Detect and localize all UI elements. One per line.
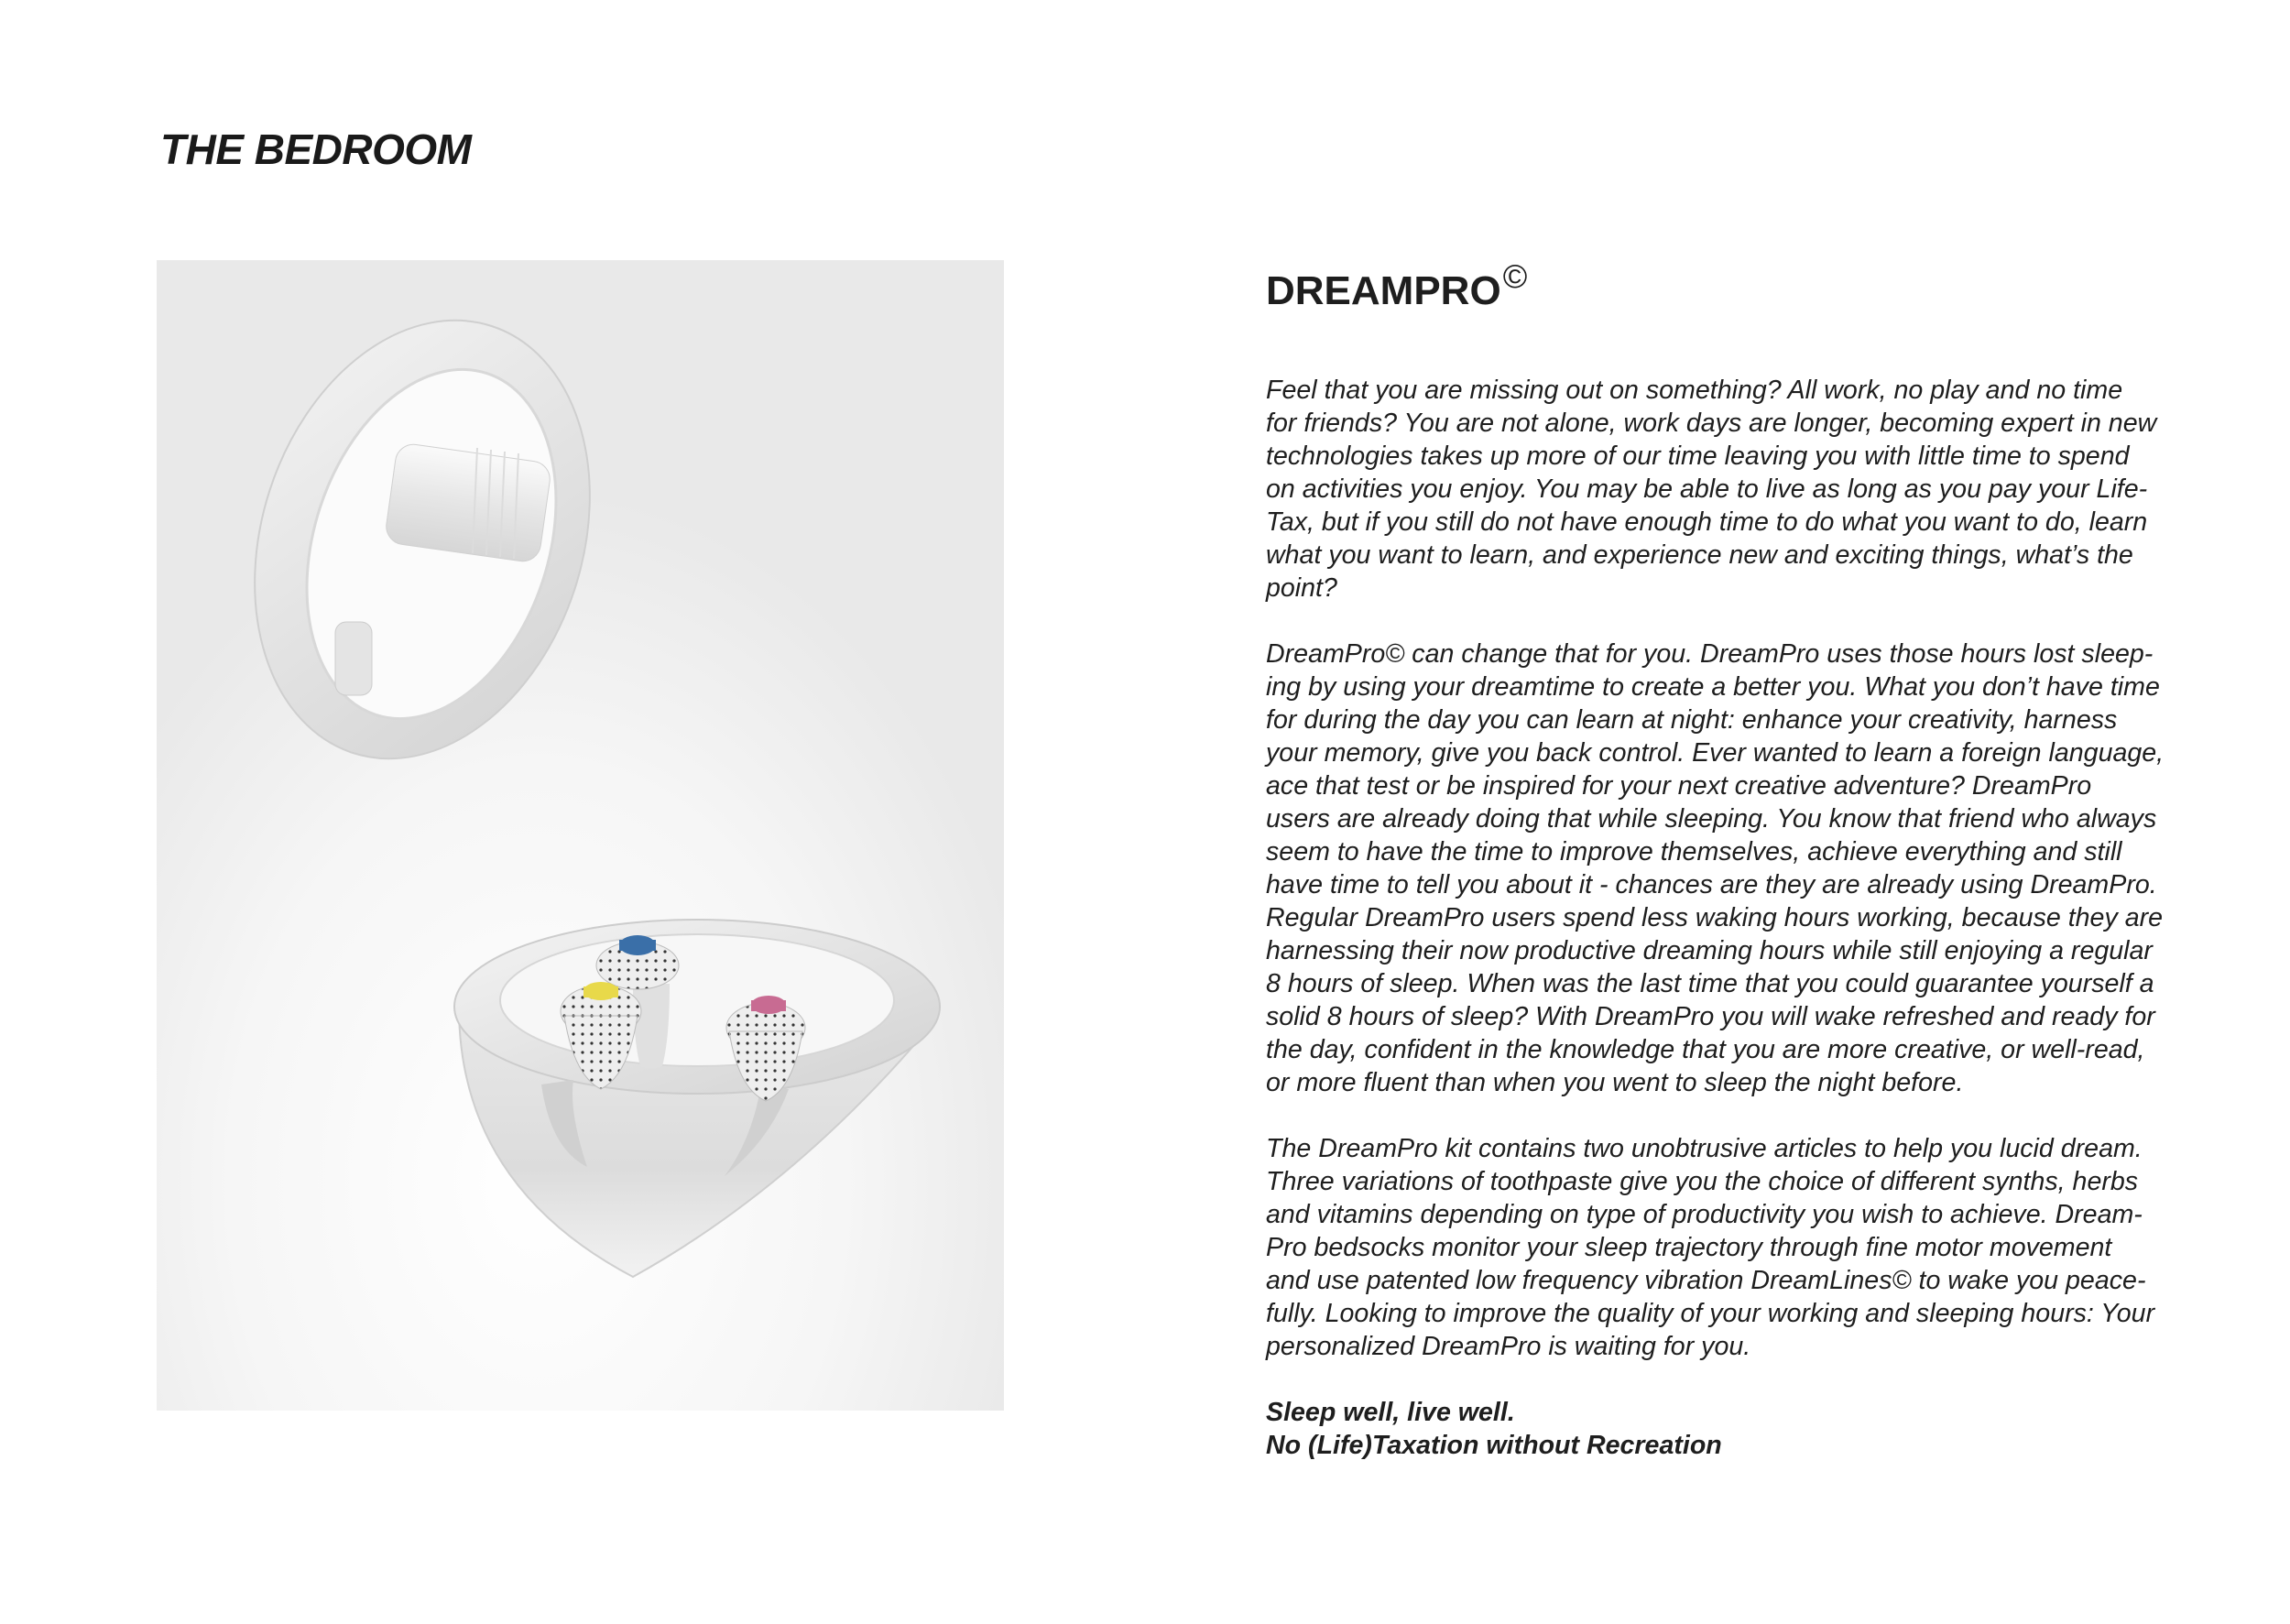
paragraph-line: DreamPro© can change that for you. DreamPro uses those hours lost sleep- bbox=[1266, 639, 2154, 669]
article-text bbox=[1266, 249, 2228, 1462]
benefits-paragraph bbox=[1266, 638, 2228, 1099]
paragraph-line: The DreamPro kit contains two unobtrusive articles to help you lucid dream. bbox=[1266, 1134, 2143, 1163]
product-title: DREAMPRO© bbox=[1266, 257, 1528, 313]
paragraph-line: solid 8 hours of sleep? With DreamPro you will wake refreshed and ready for bbox=[1266, 1002, 2155, 1031]
paragraph-line: technologies takes up more of our time leaving you with little time to spend bbox=[1266, 441, 2130, 471]
paragraph-line: ace that test or be inspired for your next creative adventure? DreamPro bbox=[1266, 771, 2092, 801]
paragraph-line: ing by using your dreamtime to create a better you. What you don’t have time bbox=[1266, 672, 2160, 702]
section-title: THE BEDROOM bbox=[160, 125, 472, 173]
paragraph-line: seem to have the time to improve themselves, achieve everything and still bbox=[1266, 837, 2122, 866]
paragraph-line: Regular DreamPro users spend less waking hours working, because they are bbox=[1266, 903, 2164, 932]
tagline-line-1: Sleep well, live well. bbox=[1266, 1398, 1515, 1427]
paragraph-line: Three variations of toothpaste give you the choice of different synths, herbs bbox=[1266, 1167, 2139, 1196]
paragraph-line: for during the day you can learn at night: enhance your creativity, harness bbox=[1266, 705, 2118, 735]
paragraph-line: or more fluent than when you went to sleep the night before. bbox=[1266, 1068, 1964, 1097]
paragraph-line: for friends? You are not alone, work days are longer, becoming expert in new bbox=[1266, 409, 2157, 438]
paragraph-line: and vitamins depending on type of productivity you wish to achieve. Dream- bbox=[1266, 1200, 2143, 1229]
paragraph-line: Tax, but if you still do not have enough time to do what you want to do, learn bbox=[1266, 507, 2148, 537]
intro-paragraph bbox=[1266, 374, 2228, 605]
paragraph-line: Pro bedsocks monitor your sleep trajectory through fine motor movement bbox=[1266, 1233, 2112, 1262]
copyright-mark: © bbox=[1502, 257, 1528, 295]
paragraph-line: harnessing their now productive dreaming hours while still enjoying a regular bbox=[1266, 936, 2153, 965]
kit-paragraph bbox=[1266, 1132, 2228, 1363]
tagline bbox=[1266, 1396, 2228, 1462]
tagline-line-2: No (Life)Taxation without Recreation bbox=[1266, 1431, 1722, 1460]
paragraph-line: on activities you enjoy. You may be able to live as long as you pay your Life- bbox=[1266, 474, 2148, 504]
product-render-image bbox=[157, 260, 1004, 1411]
paragraph-line: personalized DreamPro is waiting for you. bbox=[1266, 1332, 1751, 1361]
paragraph-line: users are already doing that while sleeping. You know that friend who always bbox=[1266, 804, 2157, 834]
paragraph-line: point? bbox=[1266, 573, 1337, 603]
paragraph-line: your memory, give you back control. Ever wanted to learn a foreign language, bbox=[1266, 738, 2165, 768]
paragraph-line: 8 hours of sleep. When was the last time that you could guarantee yourself a bbox=[1266, 969, 2154, 998]
paragraph-line: fully. Looking to improve the quality of your working and sleeping hours: Your bbox=[1266, 1299, 2155, 1328]
paragraph-line: and use patented low frequency vibration DreamLines© to wake you peace- bbox=[1266, 1266, 2146, 1295]
paragraph-line: the day, confident in the knowledge that you are more creative, or well-read, bbox=[1266, 1035, 2145, 1064]
paragraph-line: Feel that you are missing out on something? All work, no play and no time bbox=[1266, 376, 2123, 405]
paragraph-line: have time to tell you about it - chances are they are already using DreamPro. bbox=[1266, 870, 2157, 899]
paragraph-line: what you want to learn, and experience new and exciting things, what’s the bbox=[1266, 540, 2133, 570]
